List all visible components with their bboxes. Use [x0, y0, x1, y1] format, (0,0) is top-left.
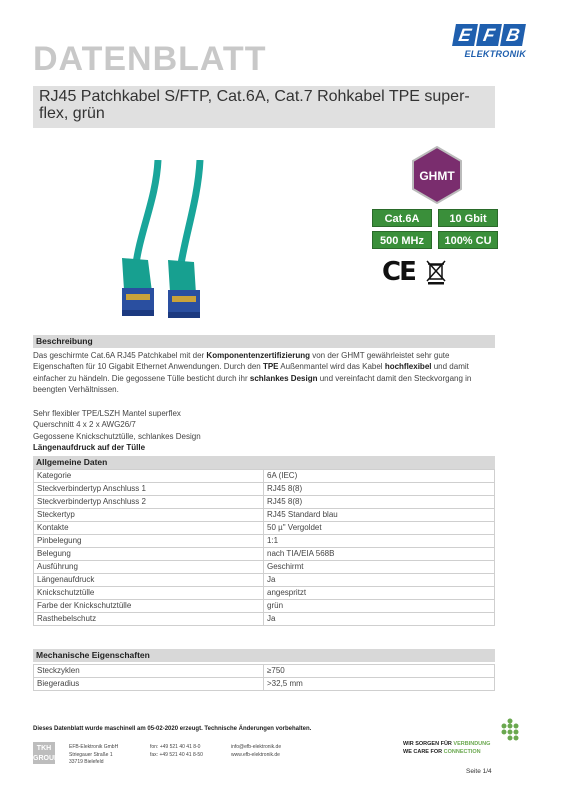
table-row — [34, 561, 495, 574]
table-row — [34, 483, 495, 496]
property-value: grün — [264, 600, 495, 613]
feature-item: Sehr flexibler TPE/LSZH Mantel superflex — [33, 409, 181, 418]
property-value: 50 µ" Vergoldet — [264, 522, 495, 535]
property-name: Belegung — [34, 548, 264, 561]
feature-item-bold: Längenaufdruck auf der Tülle — [33, 443, 146, 453]
footer-note: Dieses Datenblatt wurde maschinell am 05-02-2020 erzeugt. Technische Änderungen vorbehalten. — [33, 726, 312, 732]
section-mechanische-heading: Mechanische Eigenschaften — [33, 649, 495, 662]
badge-copper: 100% CU — [438, 231, 498, 249]
dots-decoration-icon — [497, 718, 523, 742]
table-row — [34, 522, 495, 535]
page-number: Seite 1/4 — [466, 768, 492, 775]
cert-label: GHMT — [419, 169, 455, 183]
property-value: 6A (IEC) — [264, 470, 495, 483]
property-name: Steckverbindertyp Anschluss 2 — [34, 496, 264, 509]
footer-slogan: WIR SORGEN FÜR VERBINDUNG WE CARE FOR CONNECTION — [403, 741, 491, 755]
property-value: RJ45 8(8) — [264, 483, 495, 496]
patch-cable-image — [100, 160, 250, 320]
feature-item: Querschnitt 4 x 2 x AWG26/7 — [33, 420, 136, 430]
property-value: angespritzt — [264, 587, 495, 600]
footer-web[interactable] — [231, 744, 281, 759]
logo-brand-text: ELEKTRONIK — [464, 49, 526, 59]
property-value: Geschirmt — [264, 561, 495, 574]
table-row — [34, 665, 495, 678]
general-data-table — [33, 469, 495, 626]
feature-list — [33, 408, 495, 454]
table-row — [34, 509, 495, 522]
footer-email-link[interactable]: info@efb-elektronik.de — [231, 744, 282, 750]
footer-website-link[interactable]: www.efb-elektronik.de — [231, 751, 280, 758]
property-name: Ausführung — [34, 561, 264, 574]
property-name: Steckertyp — [34, 509, 264, 522]
feature-badges — [372, 146, 502, 287]
badge-speed: 10 Gbit — [438, 209, 498, 227]
table-row — [34, 535, 495, 548]
property-name: Steckverbindertyp Anschluss 1 — [34, 483, 264, 496]
property-name: Steckzyklen — [34, 665, 264, 678]
property-name: Rasthebelschutz — [34, 613, 264, 626]
property-value: 1:1 — [264, 535, 495, 548]
section-beschreibung-heading: Beschreibung — [33, 335, 495, 348]
logo-letter-b: B — [500, 24, 526, 46]
property-name: Längenaufdruck — [34, 574, 264, 587]
tkh-group-logo: TKH GROUP — [33, 742, 55, 764]
property-value: Ja — [264, 613, 495, 626]
description-paragraph: Das geschirmte Cat.6A RJ45 Patchkabel mit der Komponentenzertifizierung von der GHMT gewährleistet sehr gute Eigenschaften für 10 Gigabit Ethernet Anwendungen. Durch den TPE Außenmantel wird das Kabel hochflexibel und damit einfacher zu händeln. Die gegossene Tülle besticht durch ihr schlankes Design und vereinfacht damit den Steckvorgang in beengten Verhältnissen. — [33, 351, 472, 395]
table-row — [34, 678, 495, 691]
table-row — [34, 587, 495, 600]
feature-item: Gegossene Knickschutztülle, schlankes Design — [33, 431, 201, 441]
logo-letter-e: E — [452, 24, 478, 46]
table-row — [34, 613, 495, 626]
table-row — [34, 600, 495, 613]
property-value: RJ45 8(8) — [264, 496, 495, 509]
property-name: Kontakte — [34, 522, 264, 535]
table-row — [34, 574, 495, 587]
table-row — [34, 496, 495, 509]
efb-logo — [454, 24, 526, 70]
footer — [33, 740, 533, 780]
mechanical-data-table — [33, 664, 495, 691]
property-value: >32,5 mm — [264, 678, 495, 691]
footer-address: EFB-Elektronik GmbH Striegauer Straße 1 33719 Bielefeld — [69, 744, 119, 765]
table-row — [34, 470, 495, 483]
table-row — [34, 548, 495, 561]
property-name: Farbe der Knickschutztülle — [34, 600, 264, 613]
badge-category: Cat.6A — [372, 209, 432, 227]
badge-frequency: 500 MHz — [372, 231, 432, 249]
property-value: nach TIA/EIA 568B — [264, 548, 495, 561]
logo-letter-f: F — [476, 24, 502, 46]
property-name: Biegeradius — [34, 678, 264, 691]
weee-bin-icon — [425, 259, 447, 285]
property-name: Kategorie — [34, 470, 264, 483]
section-allgemeine-heading: Allgemeine Daten — [33, 456, 495, 469]
property-value: RJ45 Standard blau — [264, 509, 495, 522]
property-name: Pinbelegung — [34, 535, 264, 548]
property-name: Knickschutztülle — [34, 587, 264, 600]
footer-phone: fon: +49 521 40 41 8-0 fax: +49 521 40 41 8-50 — [150, 744, 203, 758]
property-value: Ja — [264, 574, 495, 587]
ce-mark-icon: CE — [382, 257, 415, 287]
property-value: ≥750 — [264, 665, 495, 678]
ghmt-certificate-icon — [408, 146, 466, 204]
product-title: RJ45 Patchkabel S/FTP, Cat.6A, Cat.7 Rohkabel TPE super-flex, grün — [33, 86, 495, 128]
document-title: DATENBLATT — [33, 40, 267, 78]
